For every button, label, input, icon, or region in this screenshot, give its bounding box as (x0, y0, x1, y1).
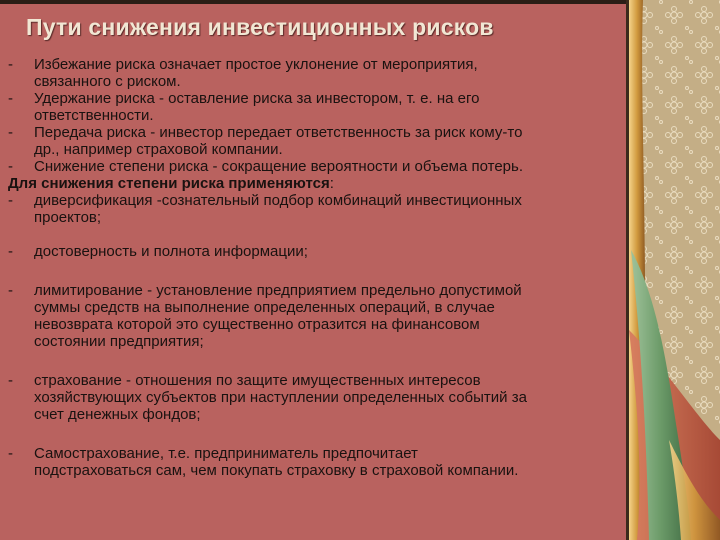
list-item (8, 56, 628, 90)
method-item (8, 243, 628, 260)
method-item-text: диверсификация -сознательный подбор комбинаций инвестиционных проектов; (34, 192, 522, 226)
method-item (8, 282, 628, 350)
list-item (8, 124, 628, 158)
bullet-dash: - (8, 56, 13, 73)
method-item-text: лимитирование - установление предприятием предельно допустимой суммы средств на выполнение определенных операций, в случае невозврата которой это существенно отразится на финансовом состоянии предприятия; (34, 282, 522, 350)
decorative-side-panel (629, 0, 720, 540)
section-heading (8, 175, 628, 192)
method-item (8, 445, 628, 479)
method-item (8, 192, 628, 226)
bullet-dash: - (8, 243, 13, 260)
bullet-dash: - (8, 158, 13, 175)
bullet-dash: - (8, 90, 13, 107)
method-item-text: Самострахование, т.е. предприниматель предпочитает подстраховаться сам, чем покупать страховку в страховой компании. (34, 445, 519, 479)
method-item-text: достоверность и полнота информации; (34, 243, 308, 260)
top-border (0, 0, 630, 4)
bullet-dash: - (8, 445, 13, 462)
bullet-dash: - (8, 282, 13, 299)
list-item (8, 90, 628, 124)
list-item-text: Передача риска - инвестор передает ответственность за риск кому-то др., например страховой компании. (34, 124, 523, 158)
list-item-text: Снижение степени риска - сокращение вероятности и объема потерь. (34, 158, 524, 175)
bullet-dash: - (8, 192, 13, 209)
slide-content (8, 56, 628, 479)
method-item-text: страхование - отношения по защите имущественных интересов хозяйствующих субъектов при наступлении определенных событий за счет денежных фондов; (34, 372, 527, 423)
section-heading-colon: : (329, 175, 334, 192)
bullet-dash: - (8, 124, 13, 141)
bullet-dash: - (8, 372, 13, 389)
list-item-text: Избежание риска означает простое уклонение от мероприятия, связанного с риском. (34, 56, 478, 90)
section-heading-text: Для снижения степени риска применяются (8, 175, 330, 192)
slide-title: Пути снижения инвестиционных рисков (26, 14, 494, 40)
method-item (8, 372, 628, 423)
list-item (8, 158, 628, 175)
list-item-text: Удержание риска - оставление риска за инвестором, т. е. на его ответственности. (34, 90, 480, 124)
